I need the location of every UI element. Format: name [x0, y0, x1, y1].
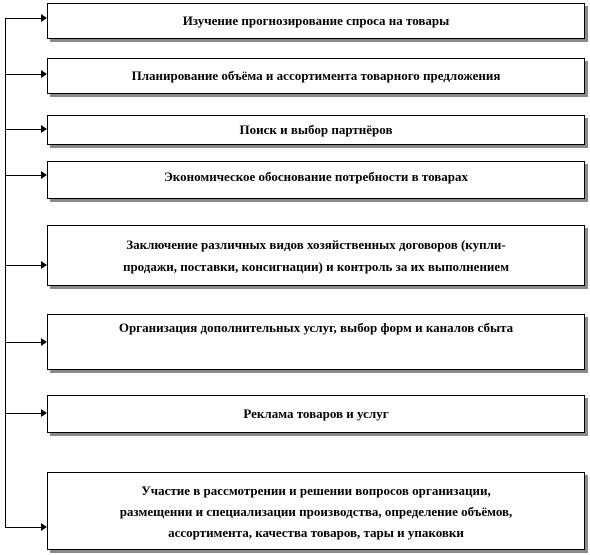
connector-line-1	[5, 18, 43, 19]
box-text-line: Экономическое обоснование потребности в товарах	[163, 169, 469, 184]
box-text-line: Организация дополнительных услуг, выбор форм и каналов сбыта	[118, 320, 514, 335]
box-economic-justification	[47, 161, 585, 199]
box-text-line: Заключение различных видов хозяйственных договоров (купли-	[126, 236, 506, 252]
connector-line-5	[5, 265, 43, 266]
box-text-line: ассортимента, качества товаров, тары и упаковки	[168, 524, 464, 540]
box-text-line: Планирование объёма и ассортимента товарного предложения	[131, 68, 501, 83]
connector-line-4	[5, 175, 43, 176]
box-text-line: Участие в рассмотрении и решении вопросов организации,	[141, 482, 491, 498]
box-contracts	[47, 225, 585, 286]
box-text-line: Поиск и выбор партнёров	[239, 122, 393, 137]
connector-line-3	[5, 129, 43, 130]
box-text-line: Реклама товаров и услуг	[243, 406, 389, 421]
box-advertising	[47, 395, 585, 433]
box-text-line: размещении и специализации производства, определение объёмов,	[119, 503, 513, 519]
box-additional-services	[47, 314, 585, 370]
box-production-participation	[47, 472, 585, 550]
box-partner-search	[47, 115, 585, 145]
box-demand-forecasting	[47, 3, 585, 39]
trunk-connector-line	[5, 18, 6, 527]
box-text-line: продажи, поставки, консигнации) и контроль за их выполнением	[122, 258, 510, 274]
box-text-line: Изучение прогнозирование спроса на товары	[182, 13, 450, 28]
connector-line-7	[5, 413, 43, 414]
box-volume-assortment-planning	[47, 58, 585, 94]
connector-line-8	[5, 527, 43, 528]
connector-line-6	[5, 342, 43, 343]
connector-line-2	[5, 74, 43, 75]
